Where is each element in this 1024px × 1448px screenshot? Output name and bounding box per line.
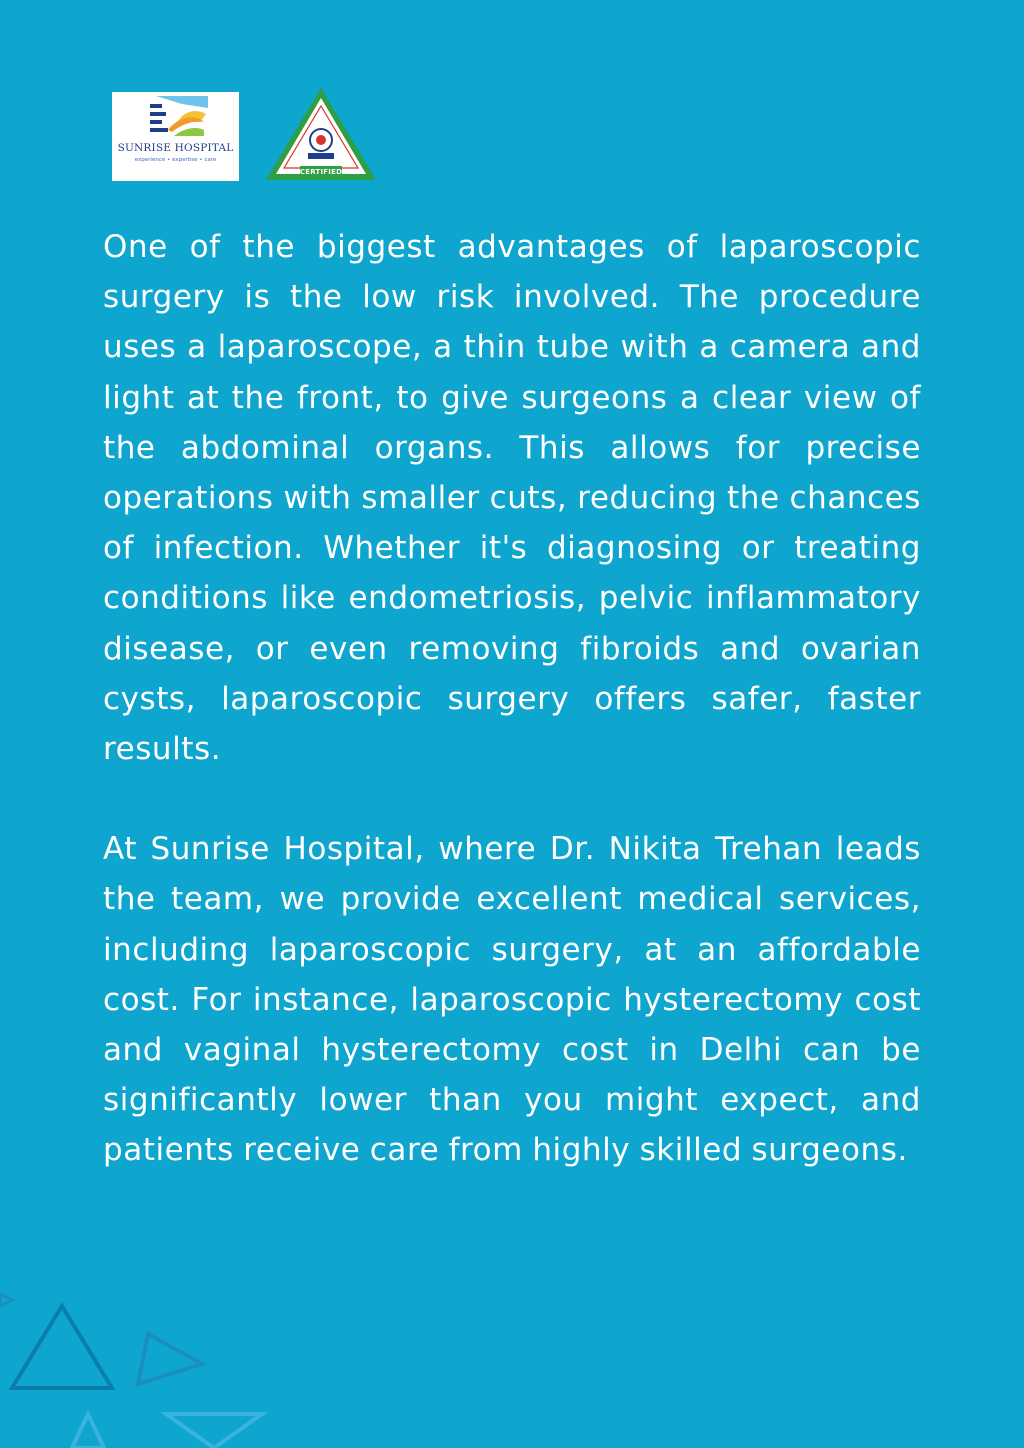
outline-triangle-large <box>12 1306 112 1388</box>
logo-tagline: experience • expertise • care <box>134 157 217 163</box>
outline-triangle-medium <box>138 1334 202 1384</box>
outline-triangle-bottom <box>166 1414 262 1448</box>
paragraph-sunrise-hospital: At Sunrise Hospital, where Dr. Nikita Trehan leads the team, we provide excellent medical services, including laparoscopic surgery, at an affordable cost. For instance, laparoscopic hysterectomy cost and vaginal hysterectomy cost in Delhi can be significantly lower than you might expect, and patients receive care from highly skilled surgeons. <box>103 831 921 1169</box>
badge-label: CERTIFIED <box>299 168 343 176</box>
logo-name: SUNRISE HOSPITAL <box>117 142 234 154</box>
outline-triangle-edge <box>0 1294 12 1306</box>
paragraph-advantages: One of the biggest advantages of laparoscopic surgery is the low risk involved. The procedure uses a laparoscope, a thin tube with a camera and light at the front, to give surgeons a clear view of the abdominal organs. This allows for precise operations with smaller cuts, reducing the chances of infection. Whether it's diagnosing or treating conditions like endometriosis, pelvic inflammatory disease, or even removing fibroids and ovarian cysts, laparoscopic surgery offers safer, faster results. <box>103 229 921 768</box>
article-body <box>103 222 921 1226</box>
outline-triangle-small <box>72 1414 104 1448</box>
sunrise-hospital-logo <box>112 92 239 181</box>
nabh-certification-badge <box>264 86 378 182</box>
decorative-triangles <box>0 1280 300 1448</box>
sunrise-emblem-icon <box>112 92 239 181</box>
